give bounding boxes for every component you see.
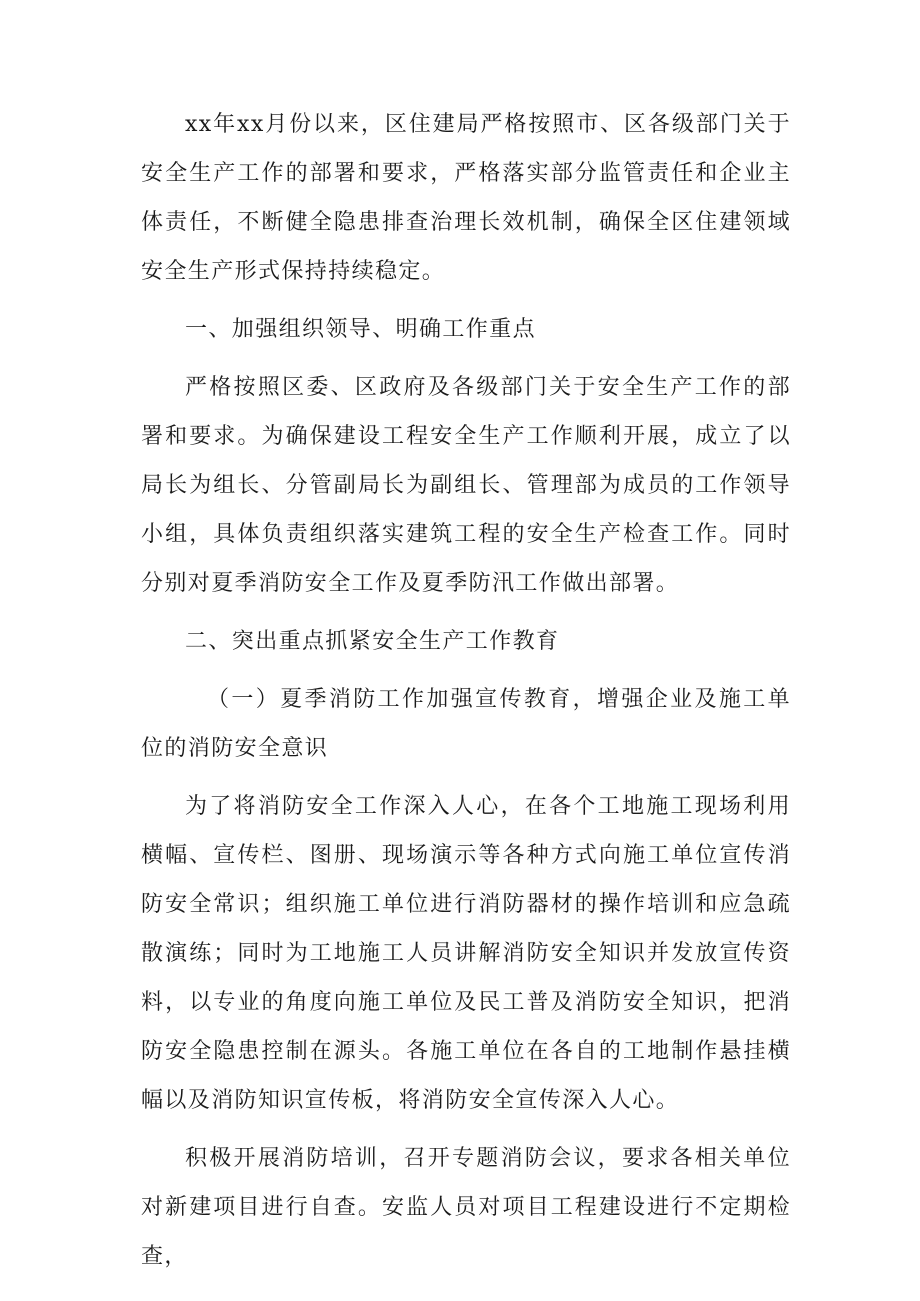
subsection-heading-1: （一）夏季消防工作加强宣传教育，增强企业及施工单位的消防安全意识 <box>141 687 791 761</box>
section-heading-2: 二、突出重点抓紧安全生产工作教育 <box>185 629 560 654</box>
body-paragraph: 为了将消防安全工作深入人心，在各个工地施工现场利用横幅、宣传栏、图册、现场演示等各种方式向施工单位宣传消防安全常识；组织施工单位进行消防器材的操作培训和应急疏散演练；同时为工地施工人员讲解消防安全知识并发放宣传资料，以专业的角度向施工单位及民工普及消防安全知识，把消防安全隐患控制在源头。各施工单位在各自的工地制作悬挂横幅以及消防知识宣传板，将消防安全宣传深入人心。 <box>141 794 791 1113</box>
section-heading-1: 一、加强组织领导、明确工作重点 <box>185 317 537 342</box>
intro-paragraph: xx年xx月份以来，区住建局严格按照市、区各级部门关于安全生产工作的部署和要求，严格落实部分监管责任和企业主体责任，不断健全隐患排查治理长效机制，确保全区住建领域安全生产形式保持持续稳定。 <box>141 112 791 284</box>
body-paragraph: 严格按照区委、区政府及各级部门关于安全生产工作的部署和要求。为确保建设工程安全生产工作顺利开展，成立了以局长为组长、分管副局长为副组长、管理部为成员的工作领导小组，具体负责组织落实建筑工程的安全生产检查工作。同时分别对夏季消防安全工作及夏季防汛工作做出部署。 <box>141 375 791 596</box>
document-body <box>141 100 791 1290</box>
body-paragraph: 积极开展消防培训，召开专题消防会议，要求各相关单位对新建项目进行自查。安监人员对项目工程建设进行不定期检查， <box>141 1146 791 1269</box>
